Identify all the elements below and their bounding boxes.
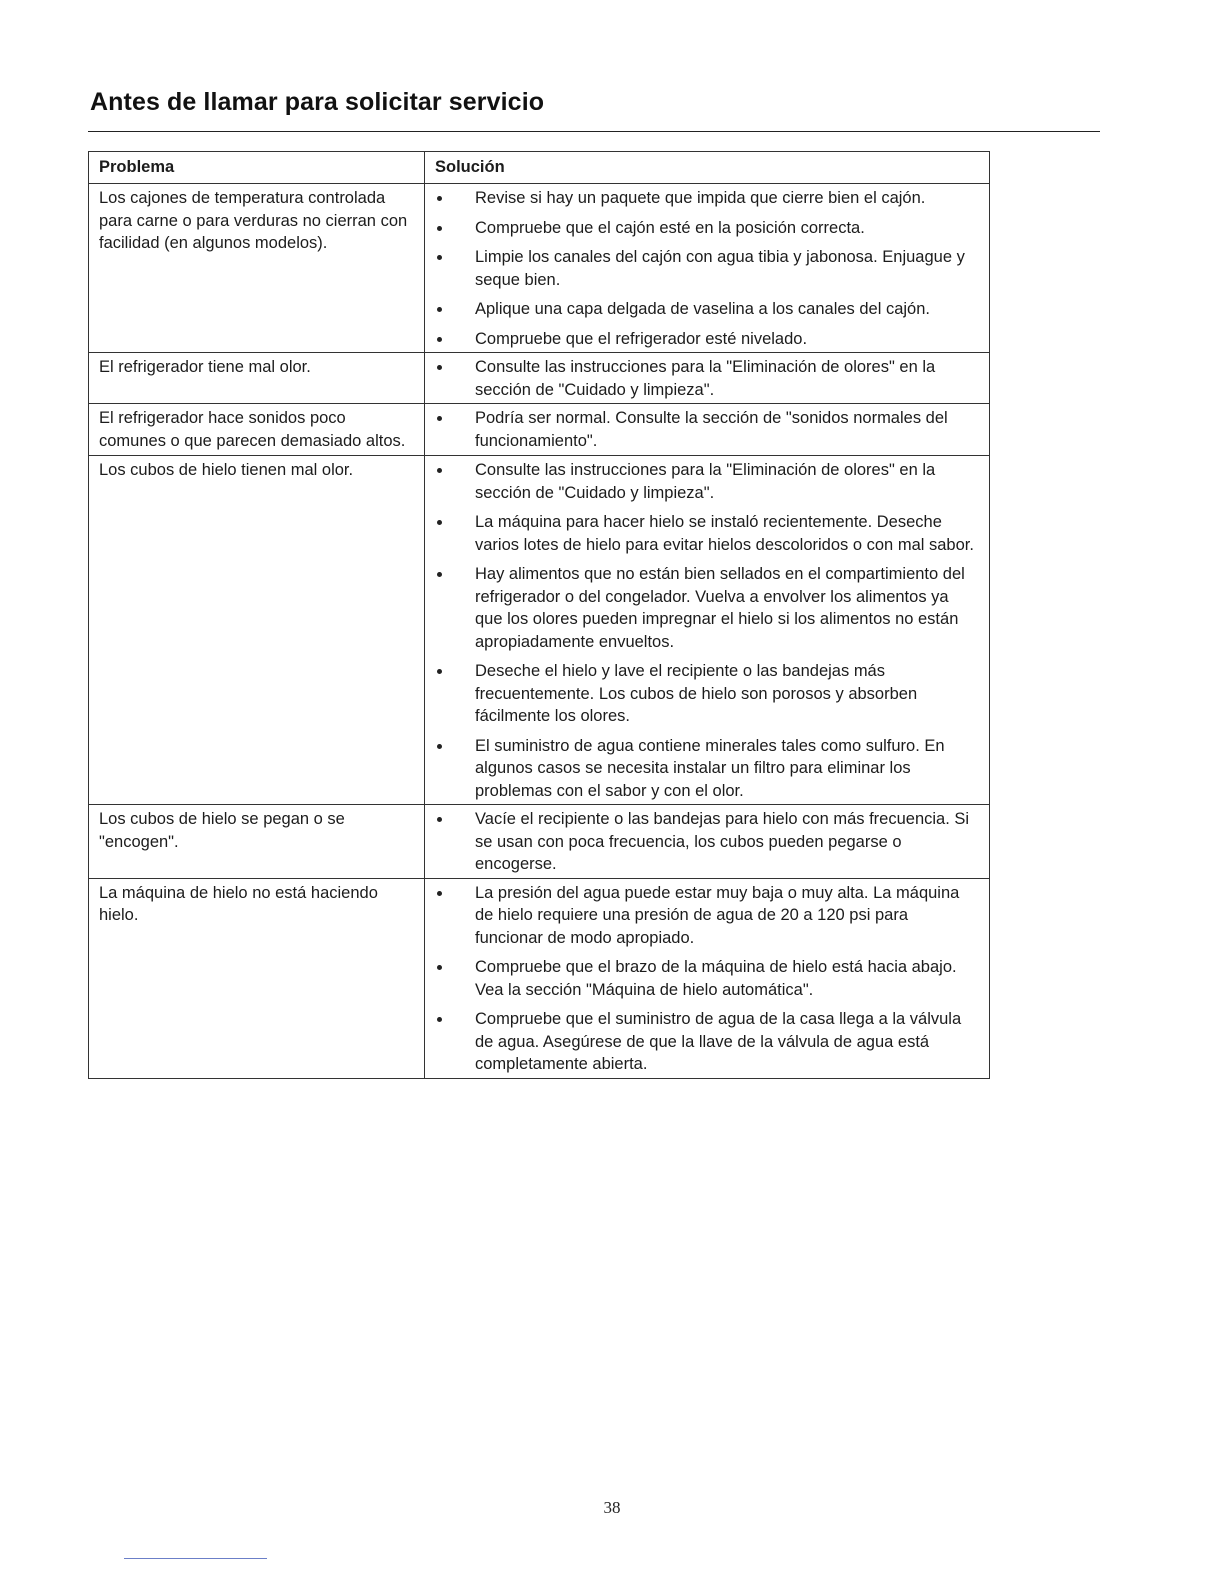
troubleshooting-table (88, 151, 990, 1079)
solution-column-header: Solución (425, 152, 990, 184)
problem-cell: Los cubos de hielo tienen mal olor. (89, 456, 425, 805)
solution-item (435, 246, 977, 291)
solution-item (435, 956, 977, 1001)
solution-item (435, 187, 977, 210)
title-divider (88, 131, 1100, 132)
table-row (89, 878, 990, 1078)
solution-cell (425, 404, 990, 456)
solution-list (435, 882, 977, 1076)
solution-text: Compruebe que el suministro de agua de la casa llega a la válvula de agua. Asegúrese de que la llave de la válvula de agua está completamente abierta. (475, 1010, 962, 1073)
bullet-icon (437, 965, 442, 970)
solution-text: Revise si hay un paquete que impida que cierre bien el cajón. (475, 189, 926, 207)
bullet-icon (437, 669, 442, 674)
solution-cell (425, 805, 990, 879)
table-row (89, 805, 990, 879)
solution-item (435, 356, 977, 401)
solution-text: Compruebe que el cajón esté en la posición correcta. (475, 218, 865, 237)
bullet-icon (437, 468, 442, 473)
solution-text: Aplique una capa delgada de vaselina a los canales del cajón. (475, 300, 930, 318)
solution-text: Compruebe que el refrigerador esté nivelado. (475, 329, 808, 348)
bullet-icon (437, 226, 442, 231)
solution-item (435, 660, 977, 728)
solution-list (435, 407, 977, 452)
solution-text: Vacíe el recipiente o las bandejas para hielo con más frecuencia. Si se usan con poca frecuencia, los cubos pueden pegarse o encogerse. (475, 810, 970, 873)
problem-cell: La máquina de hielo no está haciendo hielo. (89, 878, 425, 1078)
page-number: 38 (603, 1498, 621, 1517)
solution-item (435, 563, 977, 653)
solution-list (435, 356, 977, 401)
solution-list (435, 808, 977, 876)
solution-list (435, 459, 977, 802)
bullet-icon (437, 337, 442, 342)
solution-text: Compruebe que el brazo de la máquina de hielo está hacia abajo. Vea la sección "Máquina de hielo automática". (475, 958, 957, 999)
problem-cell: Los cajones de temperatura controlada para carne o para verduras no cierran con facilidad (en algunos modelos). (89, 184, 425, 353)
solution-item (435, 808, 977, 876)
problem-cell: Los cubos de hielo se pegan o se "encogen". (89, 805, 425, 879)
bullet-icon (437, 255, 442, 260)
table-row (89, 404, 990, 456)
solution-cell (425, 878, 990, 1078)
bullet-icon (437, 817, 442, 822)
solution-text: La máquina para hacer hielo se instaló recientemente. Deseche varios lotes de hielo para evitar hielos descoloridos o con mal sabor. (475, 513, 974, 554)
bullet-icon (437, 891, 442, 896)
bullet-icon (437, 1017, 442, 1022)
page-title: Antes de llamar para solicitar servicio (90, 88, 545, 116)
bullet-icon (437, 307, 442, 312)
solution-item (435, 511, 977, 556)
bullet-icon (437, 744, 442, 749)
bullet-icon (437, 365, 442, 370)
bullet-icon (437, 196, 442, 201)
solution-text: El suministro de agua contiene minerales tales como sulfuro. En algunos casos se necesita instalar un filtro para eliminar los problemas con el sabor y con el olor. (475, 736, 945, 800)
solution-text: Consulte las instrucciones para la "Eliminación de olores" en la sección de "Cuidado y limpieza". (475, 358, 936, 399)
table-row (89, 456, 990, 805)
solution-item (435, 407, 977, 452)
solution-item (435, 459, 977, 504)
solution-item (435, 217, 977, 240)
solution-text: Deseche el hielo y lave el recipiente o las bandejas más frecuentemente. Los cubos de hielo son porosos y absorben fácilmente los olores. (475, 662, 918, 725)
solution-text: La presión del agua puede estar muy baja o muy alta. La máquina de hielo requiere una presión de agua de 20 a 120 psi para funcionar de modo apropiado. (475, 883, 960, 947)
bullet-icon (437, 572, 442, 577)
solution-cell (425, 456, 990, 805)
solution-text: Hay alimentos que no están bien sellados en el compartimiento del refrigerador o del congelador. Vuelva a envolver los alimentos ya que los olores pueden impregnar el hielo si los alimentos no están apropiadamente envueltos. (475, 565, 965, 651)
solution-cell (425, 184, 990, 353)
problem-column-header: Problema (89, 152, 425, 184)
footer-divider (124, 1558, 267, 1559)
solution-text: Limpie los canales del cajón con agua tibia y jabonosa. Enjuague y seque bien. (475, 248, 965, 289)
solution-list (435, 187, 977, 350)
bullet-icon (437, 520, 442, 525)
solution-item (435, 1008, 977, 1076)
table-header-row (89, 152, 990, 184)
solution-item (435, 328, 977, 351)
solution-cell (425, 353, 990, 404)
solution-item (435, 882, 977, 950)
solution-item (435, 735, 977, 803)
table-row (89, 184, 990, 353)
solution-text: Podría ser normal. Consulte la sección de "sonidos normales del funcionamiento". (475, 409, 948, 450)
solution-text: Consulte las instrucciones para la "Eliminación de olores" en la sección de "Cuidado y limpieza". (475, 461, 936, 502)
problem-cell: El refrigerador hace sonidos poco comunes o que parecen demasiado altos. (89, 404, 425, 456)
problem-cell: El refrigerador tiene mal olor. (89, 353, 425, 404)
solution-item (435, 298, 977, 321)
bullet-icon (437, 416, 442, 421)
table-row (89, 353, 990, 404)
